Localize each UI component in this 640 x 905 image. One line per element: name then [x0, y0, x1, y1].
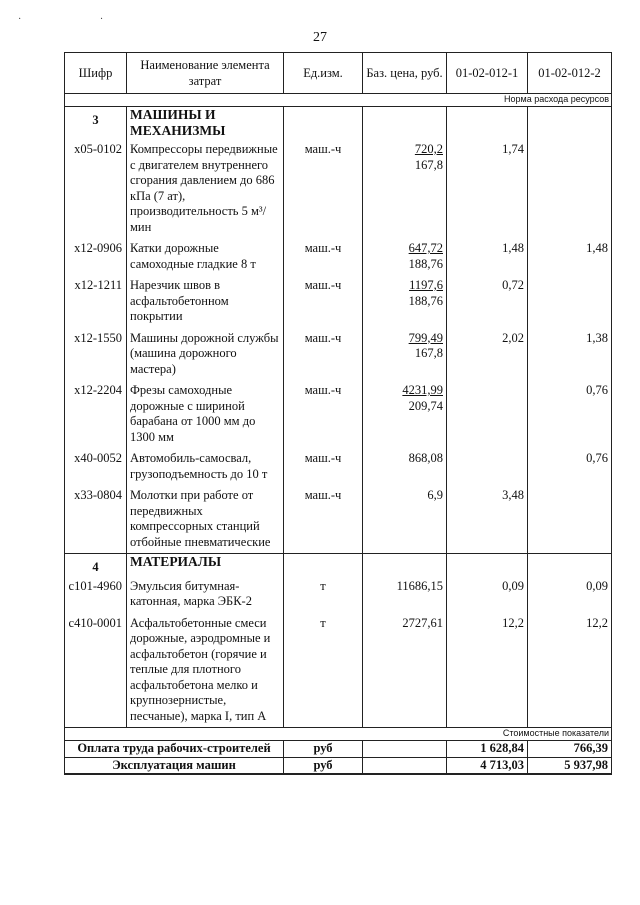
header-unit: Ед.изм. [284, 53, 363, 94]
resource-name: Компрессоры передвижные с двигателем внутреннего сгорания давлением до 686 кПа (7 ат), производительность 5 м³/мин [127, 139, 284, 238]
resource-price-cell [363, 448, 447, 485]
section-number: 3 [65, 107, 127, 140]
section-title: МАШИНЫ И МЕХАНИЗМЫ [127, 107, 284, 140]
total-label: Эксплуатация машин [65, 757, 284, 774]
header-name: Наименование элемента затрат [127, 53, 284, 94]
norm-value-col1: 1,74 [447, 139, 528, 238]
operator-wage: 167,8 [414, 157, 443, 172]
section-header-row [65, 107, 612, 140]
base-price: 868,08 [408, 451, 443, 465]
norm-value-col1: 12,2 [447, 613, 528, 728]
norm-band-label: Норма расхода ресурсов [65, 94, 612, 107]
resource-unit: маш.-ч [284, 485, 363, 554]
resource-price-cell [363, 576, 447, 613]
header-col1: 01-02-012-1 [447, 53, 528, 94]
norm-value-col2 [528, 139, 612, 238]
base-price: 4231,99 [402, 383, 443, 397]
norm-value-col2 [528, 275, 612, 328]
resource-code: х12-0906 [65, 238, 127, 275]
cost-band-row [65, 728, 612, 741]
resource-unit: маш.-ч [284, 328, 363, 381]
operator-wage: 167,8 [414, 346, 443, 360]
header-price: Баз. цена, руб. [363, 53, 447, 94]
resource-unit: т [284, 613, 363, 728]
resource-row [65, 380, 612, 448]
operator-wage: 209,74 [408, 398, 443, 413]
section-number: 4 [65, 554, 127, 576]
resource-price-cell [363, 380, 447, 448]
norm-value-col1: 3,48 [447, 485, 528, 554]
operator-wage: 188,76 [408, 293, 443, 308]
resource-norms-table [64, 52, 612, 775]
base-price: 647,72 [408, 241, 443, 255]
resource-price-cell [363, 139, 447, 238]
resource-row [65, 275, 612, 328]
resource-row [65, 238, 612, 275]
total-value-col2: 766,39 [528, 741, 612, 758]
total-unit: руб [284, 741, 363, 758]
corner-marks: · · [18, 14, 142, 25]
norm-value-col1 [447, 448, 528, 485]
resource-code: х12-2204 [65, 380, 127, 448]
norm-value-col2: 1,48 [528, 238, 612, 275]
section-title: МАТЕРИАЛЫ [127, 554, 284, 576]
resource-row [65, 328, 612, 381]
total-row [65, 741, 612, 758]
resource-name: Катки дорожные самоходные гладкие 8 т [127, 238, 284, 275]
base-price: 720,2 [414, 142, 443, 156]
norm-value-col2: 0,09 [528, 576, 612, 613]
resource-name: Нарезчик швов в асфальтобетонном покрытии [127, 275, 284, 328]
base-price: 6,9 [427, 488, 443, 502]
table-header-row [65, 53, 612, 94]
resource-name: Автомобиль-самосвал, грузоподъемность до 10 т [127, 448, 284, 485]
resource-price-cell [363, 275, 447, 328]
norm-value-col2: 12,2 [528, 613, 612, 728]
section-header-row [65, 554, 612, 576]
resource-code: с410-0001 [65, 613, 127, 728]
total-label: Оплата труда рабочих-строителей [65, 741, 284, 758]
total-value-col1: 1 628,84 [447, 741, 528, 758]
resource-name: Машины дорожной службы (машина дорожного мастера) [127, 328, 284, 381]
resource-unit: маш.-ч [284, 275, 363, 328]
base-price: 11686,15 [396, 578, 443, 593]
resource-code: х05-0102 [65, 139, 127, 238]
resource-row [65, 448, 612, 485]
resource-name: Асфальтобетонные смеси дорожные, аэродромные и асфальтобетон (горячие и теплые для плотного асфальтобетона мелко и крупнозернистые, песчаные), марка I, тип А [127, 613, 284, 728]
norm-band-row [65, 94, 612, 107]
operator-wage: 188,76 [408, 256, 443, 271]
total-unit: руб [284, 757, 363, 774]
norm-value-col2: 0,76 [528, 448, 612, 485]
resource-price-cell [363, 485, 447, 554]
resource-row [65, 485, 612, 554]
base-price: 799,49 [408, 330, 443, 345]
page-number: 27 [313, 30, 327, 45]
norm-value-col1: 1,48 [447, 238, 528, 275]
resource-code: х12-1211 [65, 275, 127, 328]
resource-name: Эмульсия битумная-катонная, марка ЭБК-2 [127, 576, 284, 613]
norm-value-col2 [528, 485, 612, 554]
resource-price-cell [363, 328, 447, 381]
total-value-col1: 4 713,03 [447, 757, 528, 774]
resource-code: х40-0052 [65, 448, 127, 485]
norm-value-col1 [447, 380, 528, 448]
header-col2: 01-02-012-2 [528, 53, 612, 94]
resource-code: с101-4960 [65, 576, 127, 613]
norm-value-col1: 0,72 [447, 275, 528, 328]
norm-value-col1: 0,09 [447, 576, 528, 613]
resource-unit: маш.-ч [284, 380, 363, 448]
base-price: 2727,61 [402, 615, 443, 630]
resource-name: Фрезы самоходные дорожные с шириной барабана от 1000 мм до 1300 мм [127, 380, 284, 448]
resource-price-cell [363, 238, 447, 275]
resource-unit: т [284, 576, 363, 613]
resource-code: х12-1550 [65, 328, 127, 381]
resource-row [65, 613, 612, 728]
cost-band-label: Стоимостные показатели [65, 728, 612, 741]
resource-unit: маш.-ч [284, 448, 363, 485]
total-row [65, 757, 612, 774]
norm-value-col2: 0,76 [528, 380, 612, 448]
norm-value-col1: 2,02 [447, 328, 528, 381]
resource-name: Молотки при работе от передвижных компрессорных станций отбойные пневматические [127, 485, 284, 554]
resource-row [65, 576, 612, 613]
base-price: 1197,6 [409, 278, 443, 292]
resource-unit: маш.-ч [284, 238, 363, 275]
resource-row [65, 139, 612, 238]
norm-value-col2: 1,38 [528, 328, 612, 381]
resource-code: х33-0804 [65, 485, 127, 554]
resource-price-cell [363, 613, 447, 728]
header-code: Шифр [65, 53, 127, 94]
resource-unit: маш.-ч [284, 139, 363, 238]
total-value-col2: 5 937,98 [528, 757, 612, 774]
